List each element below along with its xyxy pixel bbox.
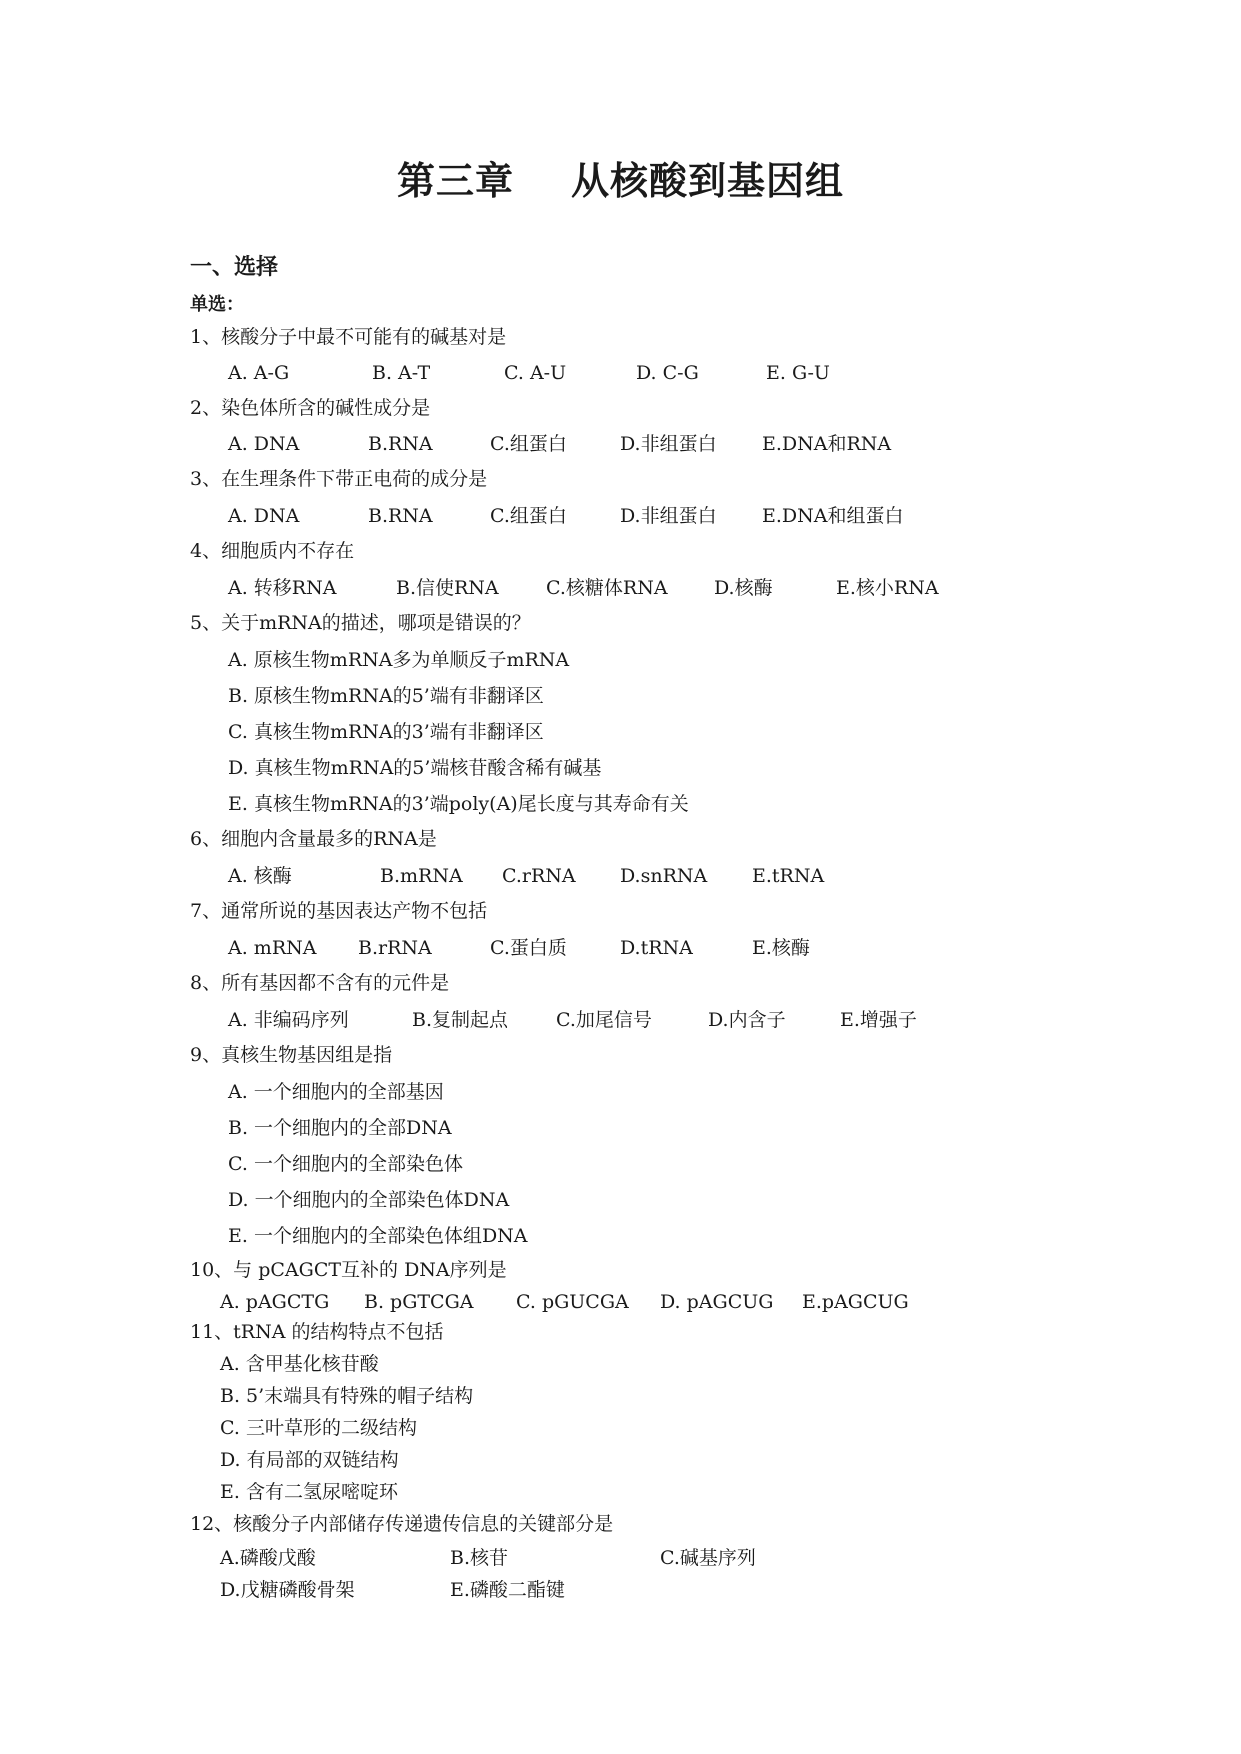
question-stem: 2、染色体所含的碱性成分是 [190,397,431,419]
option: E.DNA和组蛋白 [762,505,904,527]
option: E.核小RNA [836,577,939,599]
option: A. A-G [228,362,290,384]
option: D.戊糖磷酸骨架 [220,1579,355,1601]
option: D.tRNA [620,937,693,959]
question-stem: 10、与 pCAGCT互补的 DNA序列是 [190,1259,507,1281]
option: C.组蛋白 [490,433,567,455]
option: B.信使RNA [396,577,499,599]
question-stem: 7、通常所说的基因表达产物不包括 [190,900,488,922]
option: E.tRNA [752,865,825,887]
question-stem: 8、所有基因都不含有的元件是 [190,972,450,994]
option: B.复制起点 [412,1009,509,1031]
option: C.碱基序列 [660,1547,756,1569]
option: C. 一个细胞内的全部染色体 [228,1153,463,1175]
option: C.rRNA [502,865,576,887]
option: D. C-G [636,362,699,384]
option: A. 一个细胞内的全部基因 [228,1081,444,1103]
option: E. 真核生物mRNA的3’端poly(A)尾长度与其寿命有关 [228,793,689,815]
option: B. 原核生物mRNA的5’端有非翻译区 [228,685,544,707]
section-heading: 一、选择 [190,255,279,280]
question-stem: 4、细胞质内不存在 [190,540,355,562]
option: A. 核酶 [228,865,292,887]
subsection-heading: 单选： [190,294,244,315]
option: D. 一个细胞内的全部染色体DNA [228,1189,510,1211]
option: D.非组蛋白 [620,505,717,527]
option: E.pAGCUG [802,1291,909,1313]
option: B.RNA [368,505,433,527]
option: E.磷酸二酯键 [450,1579,565,1601]
option: A. 转移RNA [228,577,337,599]
option: A. mRNA [228,937,317,959]
option: C. 三叶草形的二级结构 [220,1417,417,1439]
option: E. G-U [766,362,830,384]
option: D.核酶 [714,577,773,599]
option: B. 一个细胞内的全部DNA [228,1117,452,1139]
option: A. 含甲基化核苷酸 [220,1353,379,1375]
option: C. pGUCGA [516,1291,629,1313]
option: E. 一个细胞内的全部染色体组DNA [228,1225,528,1247]
question-stem: 3、在生理条件下带正电荷的成分是 [190,468,488,490]
question-stem: 12、核酸分子内部储存传递遗传信息的关键部分是 [190,1513,614,1535]
option: D. 有局部的双链结构 [220,1449,399,1471]
question-stem: 5、关于mRNA的描述，哪项是错误的？ [190,612,531,634]
option: E.增强子 [840,1009,917,1031]
option: A. DNA [228,505,300,527]
question-stem: 9、真核生物基因组是指 [190,1044,393,1066]
option: C.组蛋白 [490,505,567,527]
option: D. 真核生物mRNA的5’端核苷酸含稀有碱基 [228,757,602,779]
option: E.DNA和RNA [762,433,892,455]
option: E.核酶 [752,937,810,959]
option: E. 含有二氢尿嘧啶环 [220,1481,398,1503]
option: A. 原核生物mRNA多为单顺反子mRNA [228,649,570,671]
option: C. A-U [504,362,567,384]
option: A. DNA [228,433,300,455]
question-stem: 6、细胞内含量最多的RNA是 [190,828,437,850]
option: B. pGTCGA [364,1291,474,1313]
option: B.RNA [368,433,433,455]
option: C.加尾信号 [556,1009,652,1031]
option: B.rRNA [358,937,432,959]
option: D. pAGCUG [660,1291,774,1313]
option: D.非组蛋白 [620,433,717,455]
option: C.核糖体RNA [546,577,668,599]
question-stem: 1、核酸分子中最不可能有的碱基对是 [190,326,507,348]
option: D.内含子 [708,1009,786,1031]
option: B. A-T [372,362,431,384]
option: B.mRNA [380,865,463,887]
option: D.snRNA [620,865,708,887]
option: C.蛋白质 [490,937,567,959]
option: A. pAGCTG [220,1291,330,1313]
question-stem: 11、tRNA 的结构特点不包括 [190,1321,444,1343]
chapter-title: 第三章 从核酸到基因组 [397,159,844,203]
option: B. 5’末端具有特殊的帽子结构 [220,1385,474,1407]
option: A. 非编码序列 [228,1009,349,1031]
option: B.核苷 [450,1547,509,1569]
option: C. 真核生物mRNA的3’端有非翻译区 [228,721,544,743]
option: A.磷酸戊酸 [220,1547,316,1569]
